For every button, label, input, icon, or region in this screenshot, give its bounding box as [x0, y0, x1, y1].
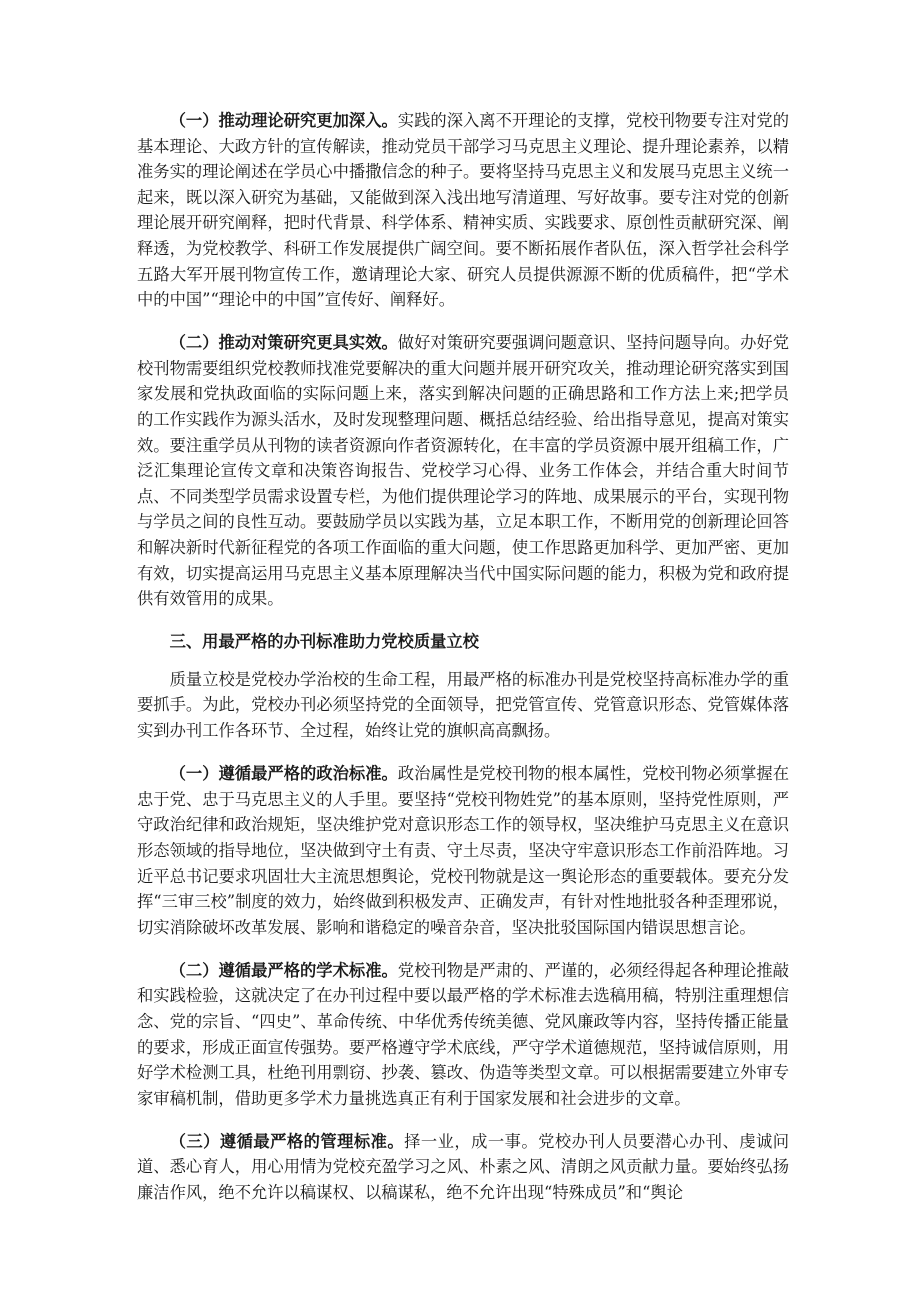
paragraph-lead: （一）推动理论研究更加深入。 — [169, 111, 398, 130]
paragraph-lead: （一）遵循最严格的政治标准。 — [169, 764, 398, 784]
paragraph-academic-standard — [137, 958, 789, 1112]
paragraph-policy-research — [137, 330, 789, 612]
section-heading: 三、用最严格的办刊标准助力党校质量立校 — [169, 632, 479, 652]
document-page — [137, 108, 789, 1223]
paragraph-lead: （二）推动对策研究更具实效。 — [169, 333, 398, 353]
paragraph-lead: （二）遵循最严格的学术标准。 — [169, 960, 398, 980]
paragraph-theory-research — [137, 108, 789, 313]
paragraph-body: 做好对策研究要强调问题意识、坚持问题导向。办好党校刊物需要组织党校教师找准党要解决的重大问题并展开研究攻关，推动理论研究落实到国家发展和党执政面临的实际问题上来，落实到解决问题的正确思路和工作方法上来;把学员的工作实践作为源头活水，及时发现整理问题、概括总结经验、给出指导意见，提高对策实效。要注重学员从刊物的读者资源向作者资源转化，在丰富的学员资源中展开组稿工作，广泛汇集理论宣传文章和决策咨询报告、党校学习心得、业务工作体会，并结合重大时间节点、不同类型学员需求设置专栏，为他们提供理论学习的阵地、成果展示的平台，实现刊物与学员之间的良性互动。要鼓励学员以实践为基，立足本职工作，不断用党的创新理论回答和解决新时代新征程党的各项工作面临的重大问题，使工作思路更加科学、更加严密、更加有效，切实提高运用马克思主义基本原理解决当代中国实际问题的能力，积极为党和政府提供有效管用的成果。 — [137, 333, 789, 609]
paragraph-lead: （三）遵循最严格的管理标准。 — [169, 1131, 405, 1151]
paragraph-body: 实践的深入离不开理论的支撑，党校刊物要专注对党的基本理论、大政方针的宣传解读，推动党员干部学习马克思主义理论、提升理论素养，以精准务实的理论阐述在学员心中播撒信念的种子。要将坚持马克思主义和发展马克思主义统一起来，既以深入研究为基础，又能做到深入浅出地写清道理、写好故事。要专注对党的创新理论展开研究阐释，把时代背景、科学体系、精神实质、实践要求、原创性贡献研究深、阐释透，为党校教学、科研工作发展提供广阔空间。要不断拓展作者队伍，深入哲学社会科学五路大军开展刊物宣传工作，邀请理论大家、研究人员提供源源不断的优质稿件，把“学术中的中国”“理论中的中国”宣传好、阐释好。 — [137, 111, 789, 310]
paragraph-body: 政治属性是党校刊物的根本属性，党校刊物必须掌握在忠于党、忠于马克思主义的人手里。要坚持“党校刊物姓党”的基本原则，坚持党性原则，严守政治纪律和政治规矩，坚决维护党对意识形态工作的领导权，坚决维护马克思主义在意识形态领域的指导地位，坚决做到守土有责、守土尽责，坚决守牢意识形态工作前沿阵地。习近平总书记要求巩固壮大主流思想舆论，党校刊物就是这一舆论形态的重要载体。要充分发挥“三审三校”制度的效力，始终做到积极发声、正确发声，有针对性地批驳各种歪理邪说，切实消除破坏改革发展、影响和谐稳定的噪音杂音，坚决批驳国际国内错误思想言论。 — [137, 764, 789, 937]
paragraph-political-standard — [137, 761, 789, 940]
section-intro: 质量立校是党校办学治校的生命工程，用最严格的标准办刊是党校坚持高标准办学的重要抓手。为此，党校办刊必须坚持党的全面领导，把党管宣传、党管意识形态、党管媒体落实到办刊工作各环节、全过程，始终让党的旗帜高高飘扬。 — [137, 669, 789, 741]
paragraph-management-standard — [137, 1129, 789, 1206]
paragraph-body: 择一业，成一事。党校办刊人员要潜心办刊、虔诚问道、悉心育人，用心用情为党校充盈学习之风、朴素之风、清朗之风贡献力量。要始终弘扬廉洁作风，绝不允许以稿谋权、以稿谋私，绝不允许出现“特殊成员”和“舆论 — [137, 1131, 789, 1203]
paragraph-body: 党校刊物是严肃的、严谨的，必须经得起各种理论推敲和实践检验，这就决定了在办刊过程中要以最严格的学术标准去选稿用稿，特别注重理想信念、党的宗旨、“四史”、革命传统、中华优秀传统美德、党风廉政等内容，坚持传播正能量的要求，形成正面宣传强势。要严格遵守学术底线，严守学术道德规范，坚持诚信原则，用好学术检测工具，杜绝刊用剽窃、抄袭、篡改、伪造等类型文章。可以根据需要建立外审专家审稿机制，借助更多学术力量挑选真正有利于国家发展和社会进步的文章。 — [137, 960, 789, 1108]
